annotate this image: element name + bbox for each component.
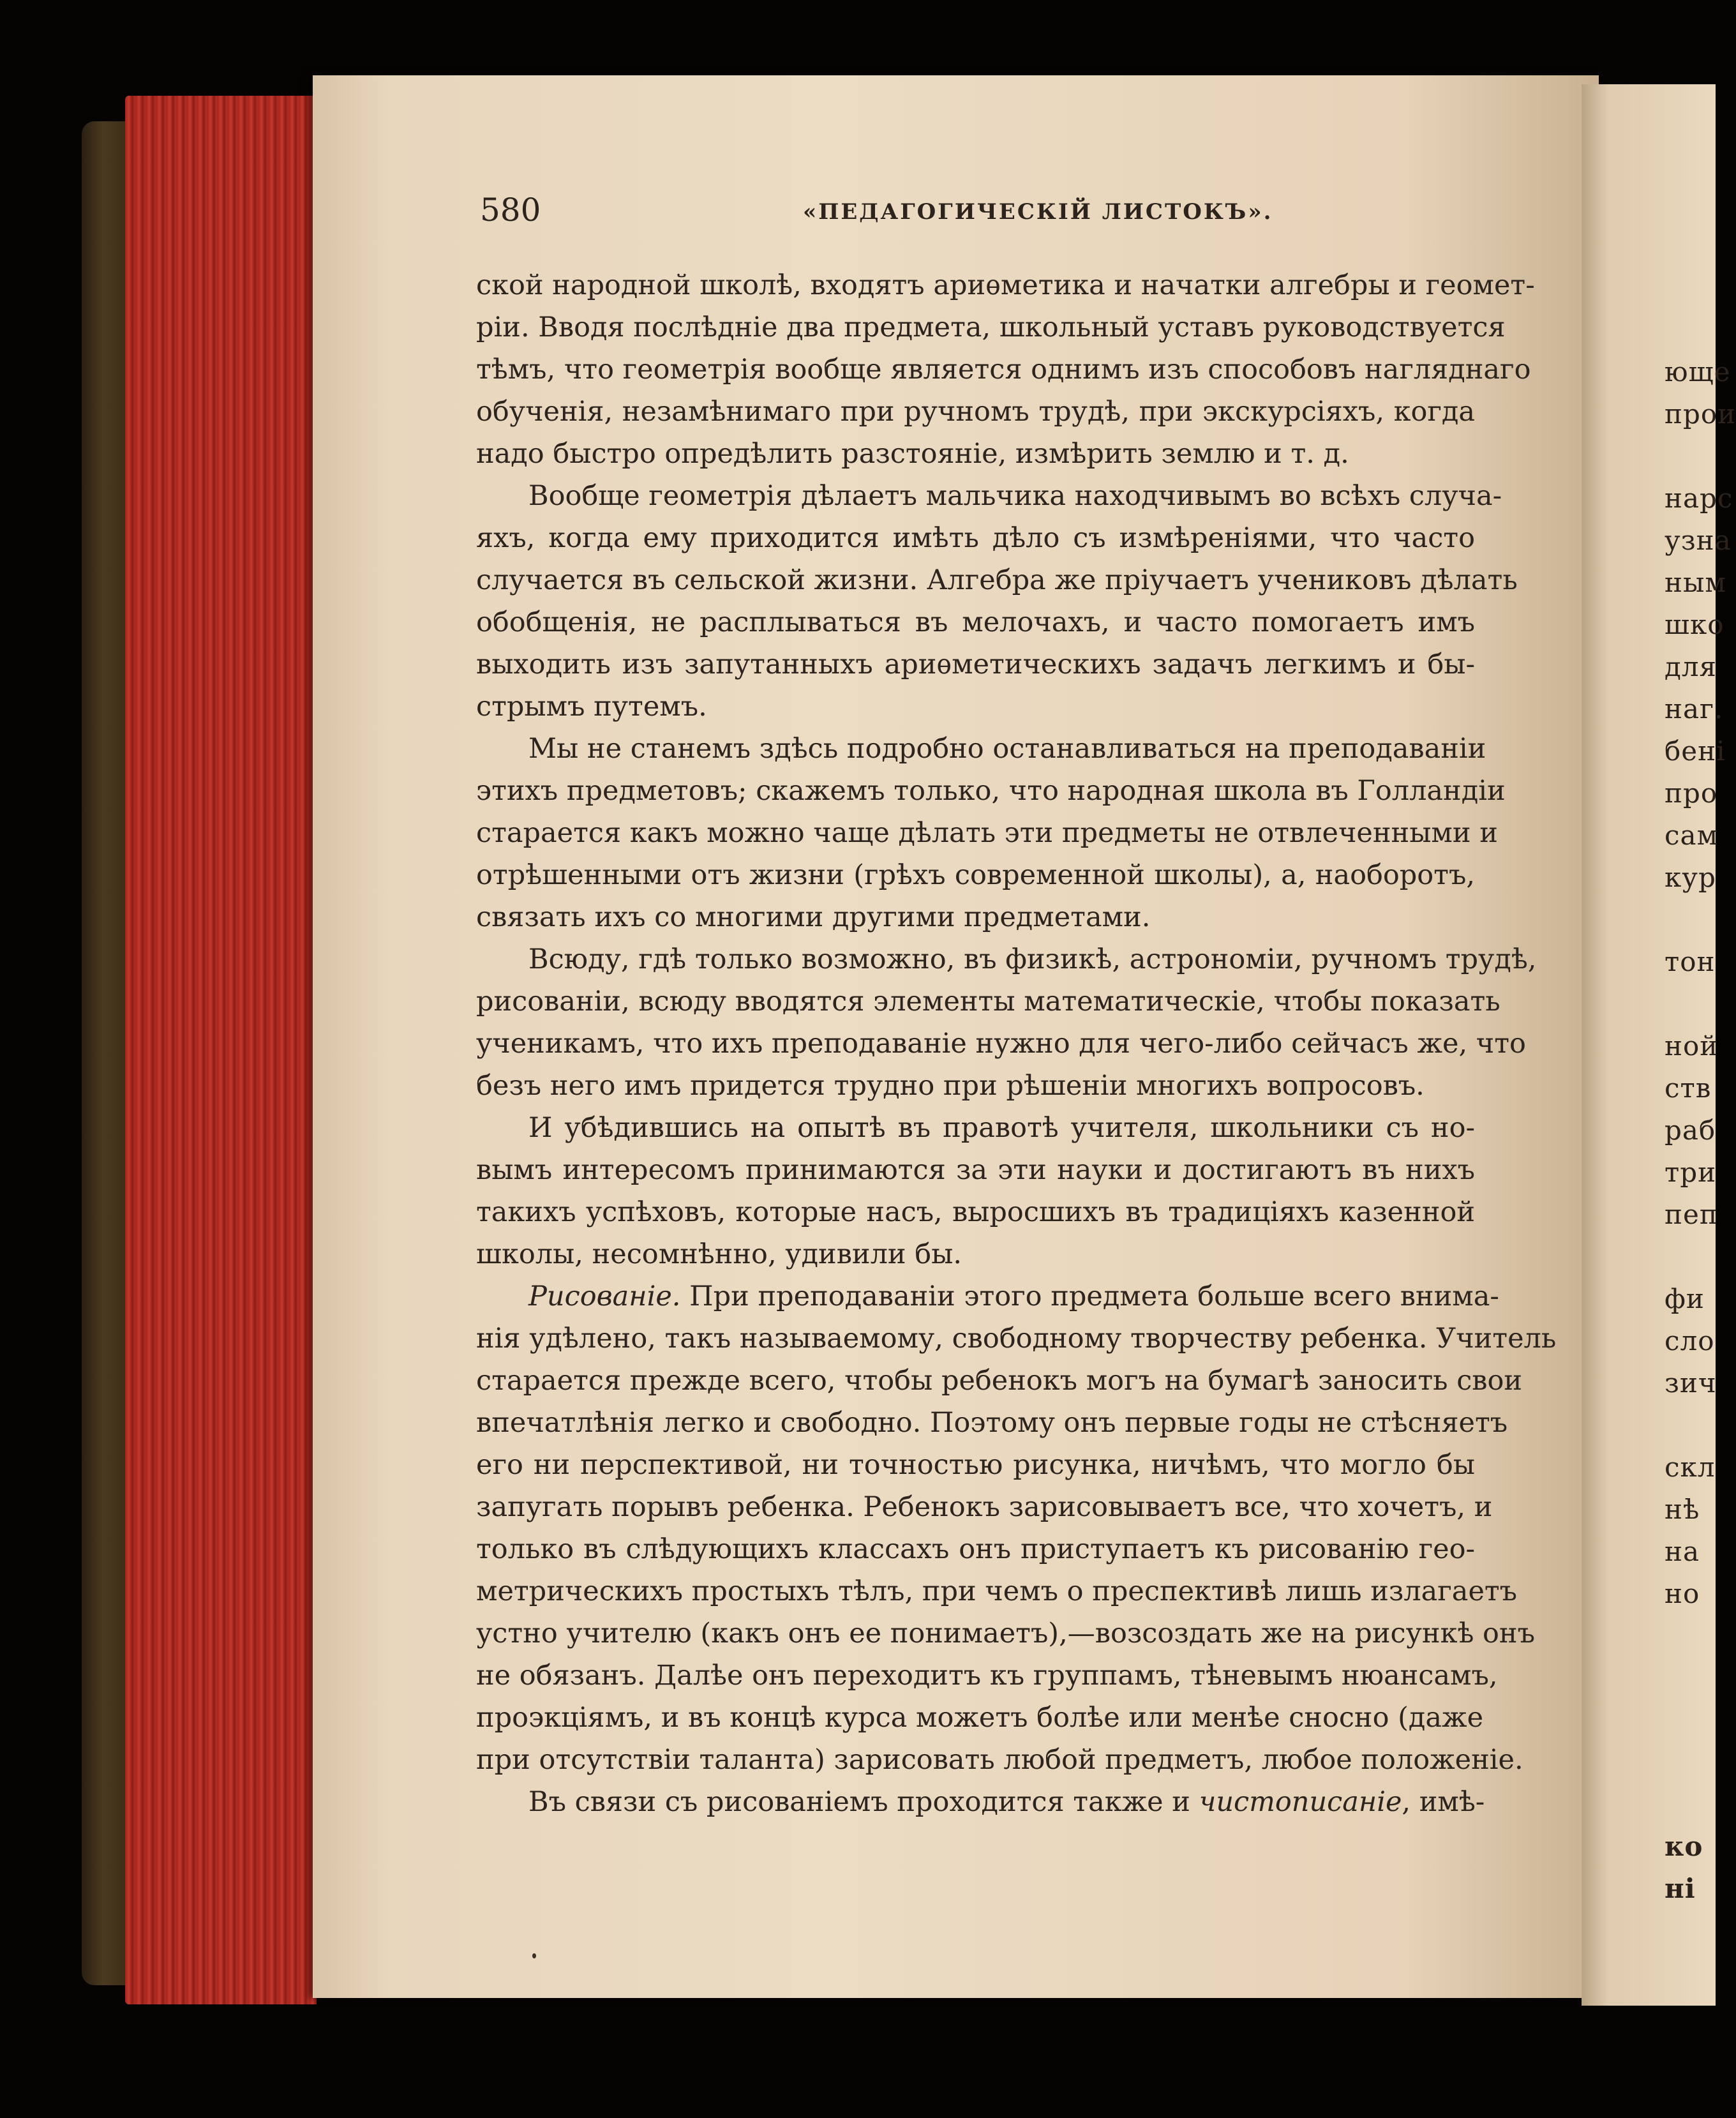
page-number: 580: [480, 192, 541, 229]
facing-fragment: узна: [1665, 525, 1732, 556]
drawing-line-text: При преподаваніи этого предмета больше всего внима-: [689, 1281, 1499, 1312]
red-page-edges: [125, 96, 317, 2004]
facing-fragment: нарс: [1665, 483, 1733, 514]
text-line: только въ слѣдующихъ классахъ онъ приступаетъ къ рисованію гео-: [476, 1533, 1475, 1565]
facing-fragment: но: [1665, 1578, 1700, 1609]
text-line: впечатлѣнія легко и свободно. Поэтому онъ первые годы не стѣсняетъ: [476, 1407, 1508, 1439]
text-line: запугать порывъ ребенка. Ребенокъ зарисовываетъ все, что хочетъ, и: [476, 1491, 1493, 1523]
facing-fragment: зич: [1665, 1367, 1717, 1399]
text-line: ріи. Вводя послѣдніе два предмета, школьный уставъ руководствуется: [476, 312, 1506, 343]
facing-fragment: ств: [1665, 1072, 1712, 1104]
facing-fragment: три: [1665, 1157, 1717, 1188]
last-line-end: , имѣ-: [1402, 1786, 1485, 1818]
text-line: Мы не станемъ здѣсь подробно останавливаться на преподаваніи: [528, 733, 1486, 765]
text-line: И убѣдившись на опытѣ въ правотѣ учителя, школьники съ но-: [528, 1112, 1475, 1144]
facing-fragment: тон: [1665, 946, 1716, 977]
text-line: ученикамъ, что ихъ преподаваніе нужно для чего-либо сейчасъ же, что: [476, 1028, 1526, 1060]
facing-fragment: сам: [1665, 820, 1719, 851]
text-line: старается какъ можно чаще дѣлать эти предметы не отвлеченными и: [476, 817, 1498, 849]
facing-fragment: на: [1665, 1536, 1700, 1567]
facing-fragment: ной: [1665, 1030, 1719, 1062]
text-line: обученія, незамѣнимаго при ручномъ трудѣ, при экскурсіяхъ, когда: [476, 396, 1475, 428]
facing-fragment: прои: [1665, 398, 1736, 430]
text-line: такихъ успѣховъ, которые насъ, выросшихъ въ традиціяхъ казенной: [476, 1196, 1475, 1228]
text-line: выходить изъ запутанныхъ ариѳметическихъ задачъ легкимъ и бы-: [476, 649, 1475, 680]
text-line: яхъ, когда ему приходится имѣть дѣло съ измѣреніями, что часто: [476, 522, 1475, 554]
text-line: вымъ интересомъ принимаются за эти науки и достигаютъ въ нихъ: [476, 1154, 1475, 1186]
text-line: отрѣшенными отъ жизни (грѣхъ современной школы), а, наоборотъ,: [476, 859, 1475, 891]
text-line-last: [476, 1781, 1485, 1823]
book-cover-edge: [82, 121, 130, 1985]
text-line: связать ихъ со многими другими предметами.: [476, 901, 1151, 933]
text-line: обобщенія, не расплываться въ мелочахъ, и часто помогаетъ имъ: [476, 606, 1475, 638]
facing-fragment: шко: [1665, 609, 1725, 640]
facing-fragment: ко: [1665, 1831, 1703, 1862]
text-line: безъ него имъ придется трудно при рѣшеніи многихъ вопросовъ.: [476, 1070, 1425, 1102]
ink-speck: [532, 1953, 536, 1958]
text-line: школы, несомнѣнно, удивили бы.: [476, 1238, 962, 1270]
page-body: [476, 264, 1557, 1823]
text-line: при отсутствіи таланта) зарисовать любой предметъ, любое положеніе.: [476, 1744, 1523, 1776]
facing-fragment: ным: [1665, 567, 1727, 598]
facing-fragment: пеп: [1665, 1199, 1718, 1230]
facing-fragment: кур: [1665, 862, 1716, 893]
text-line: этихъ предметовъ; скажемъ только, что народная школа въ Голландіи: [476, 775, 1506, 807]
text-line: устно учителю (какъ онъ ее понимаетъ),—возсоздать же на рисункѣ онъ: [476, 1618, 1535, 1649]
facing-fragment: сло: [1665, 1325, 1715, 1356]
text-line: проэкціямъ, и въ концѣ курса можетъ болѣе или менѣе сносно (даже: [476, 1702, 1484, 1734]
facing-fragment: бені: [1665, 735, 1726, 767]
facing-fragment: скл: [1665, 1452, 1716, 1483]
text-line: Всюду, гдѣ только возможно, въ физикѣ, астрономіи, ручномъ трудѣ,: [528, 943, 1537, 975]
text-line: стрымъ путемъ.: [476, 691, 707, 723]
facing-fragment: раб: [1665, 1115, 1716, 1146]
text-line: нія удѣлено, такъ называемому, свободному творчеству ребенка. Учитель: [476, 1323, 1557, 1355]
text-line-drawing: [476, 1275, 1499, 1318]
last-line-start: Въ связи съ рисованіемъ проходится также и: [528, 1786, 1190, 1818]
text-line: старается прежде всего, чтобы ребенокъ могъ на бумагѣ заносить свои: [476, 1365, 1523, 1397]
facing-fragment: фи: [1665, 1283, 1705, 1314]
text-line: тѣмъ, что геометрія вообще является однимъ изъ способовъ нагляднаго: [476, 354, 1531, 386]
drawing-heading: Рисованіе.: [528, 1281, 681, 1312]
facing-page: [1582, 84, 1736, 2006]
text-line: не обязанъ. Далѣе онъ переходитъ къ группамъ, тѣневымъ нюансамъ,: [476, 1660, 1498, 1692]
facing-fragment: нѣ: [1665, 1494, 1700, 1525]
text-line: ской народной школѣ, входятъ ариѳметика и начатки алгебры и геомет-: [476, 269, 1535, 301]
facing-fragment: ні: [1665, 1873, 1696, 1904]
text-line: Вообще геометрія дѣлаетъ мальчика находчивымъ во всѣхъ случа-: [528, 480, 1502, 512]
text-line: надо быстро опредѣлить разстояніе, измѣрить землю и т. д.: [476, 438, 1349, 470]
text-line: его ни перспективой, ни точностью рисунка, ничѣмъ, что могло бы: [476, 1449, 1475, 1481]
facing-fragment: наг.: [1665, 693, 1724, 725]
running-head: «ПЕДАГОГИЧЕСКІЙ ЛИСТОКЪ».: [803, 199, 1273, 225]
facing-fragment: для: [1665, 651, 1717, 682]
calligraphy-term: чистописаніе: [1199, 1786, 1402, 1818]
text-line: случается въ сельской жизни. Алгебра же пріучаетъ учениковъ дѣлать: [476, 564, 1518, 596]
facing-fragment: про: [1665, 777, 1718, 809]
text-line: рисованіи, всюду вводятся элементы математическіе, чтобы показать: [476, 986, 1500, 1018]
text-line: метрическихъ простыхъ тѣлъ, при чемъ о преспективѣ лишь излагаетъ: [476, 1575, 1518, 1607]
facing-fragment: юще: [1665, 356, 1731, 387]
